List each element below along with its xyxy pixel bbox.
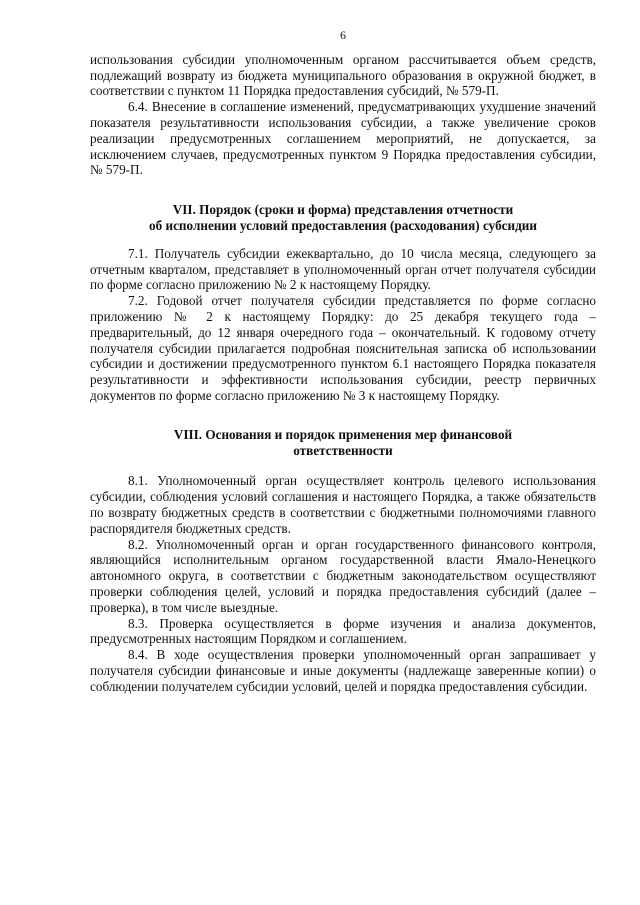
paragraph-8-4: 8.4. В ходе осуществления проверки уполномоченный орган запрашивает у получателя субсидии финансовые и иные документы (надлежаще заверенные копии) о соблюдении получателем субсидии условий, целей и порядка предоставления субсидии.	[90, 647, 596, 694]
paragraph-7-1: 7.1. Получатель субсидии ежеквартально, до 10 числа месяца, следующего за отчетным кварталом, представляет в уполномоченный орган отчет получателя субсидии по форме согласно приложению № 2 к настоящему Порядку.	[90, 245, 596, 293]
section-7-title-line1: VII. Порядок (сроки и форма) представления отчетности	[172, 202, 514, 218]
paragraph-8-3: 8.3. Проверка осуществляется в форме изучения и анализа документов, предусмотренных настоящим Порядком и соглашением.	[90, 615, 596, 647]
section-8-title-line2: ответственности	[293, 442, 393, 458]
paragraph-8-1: 8.1. Уполномоченный орган осуществляет контроль целевого использования субсидии, соблюдения условий соглашения и настоящего Порядка, а также обязательств по возврату бюджетных средств в соответствии с бюджетными полномочиями главного распорядителя бюджетных средств.	[90, 473, 596, 536]
document-page	[90, 28, 596, 694]
paragraph-continuation: использования субсидии уполномоченным органом рассчитывается объем средств, подлежащий возврату из бюджета муниципального образования в окружной бюджет, в соответствии с пунктом 11 Порядка предоставления субсидий, № 579-П.	[90, 51, 596, 99]
paragraph-8-2: 8.2. Уполномоченный орган и орган государственного финансового контроля, являющийся исполнительным органом государственной власти Ямало-Ненецкого автономного округа, в соответствии с бюджетным законодательством осуществляют проверки соблюдения целей, условий и порядка предоставления субсидий (далее – проверка), в том числе выездные.	[90, 536, 596, 615]
paragraph-6-4: 6.4. Внесение в соглашение изменений, предусматривающих ухудшение значений показателя результативности использования субсидии, а также увеличение сроков реализации предусмотренных соглашением мероприятий, не допускается, за исключением случаев, предусмотренных пунктом 9 Порядка предоставления субсидии, № 579-П.	[90, 99, 596, 178]
paragraph-7-2: 7.2. Годовой отчет получателя субсидии представляется по форме согласно приложению № 2 к настоящему Порядку: до 25 декабря текущего года – предварительный, до 12 января очередного года – окончательный. К годовому отчету получателя субсидии прилагается подробная пояснительная записка об использовании субсидии и достижении предусмотренного пунктом 6.1 настоящего Порядка показателя результативности и эффективности использования субсидии, реестр первичных документов по форме согласно приложению № 3 к настоящему Порядку.	[90, 293, 596, 403]
section-8-title	[90, 427, 596, 459]
page-number: 6	[340, 28, 346, 42]
section-7-title	[90, 202, 596, 234]
section-7-title-line2: об исполнении условий предоставления (расходования) субсидии	[149, 217, 537, 233]
section-8-title-line1: VIII. Основания и порядок применения мер финансовой	[173, 426, 513, 442]
